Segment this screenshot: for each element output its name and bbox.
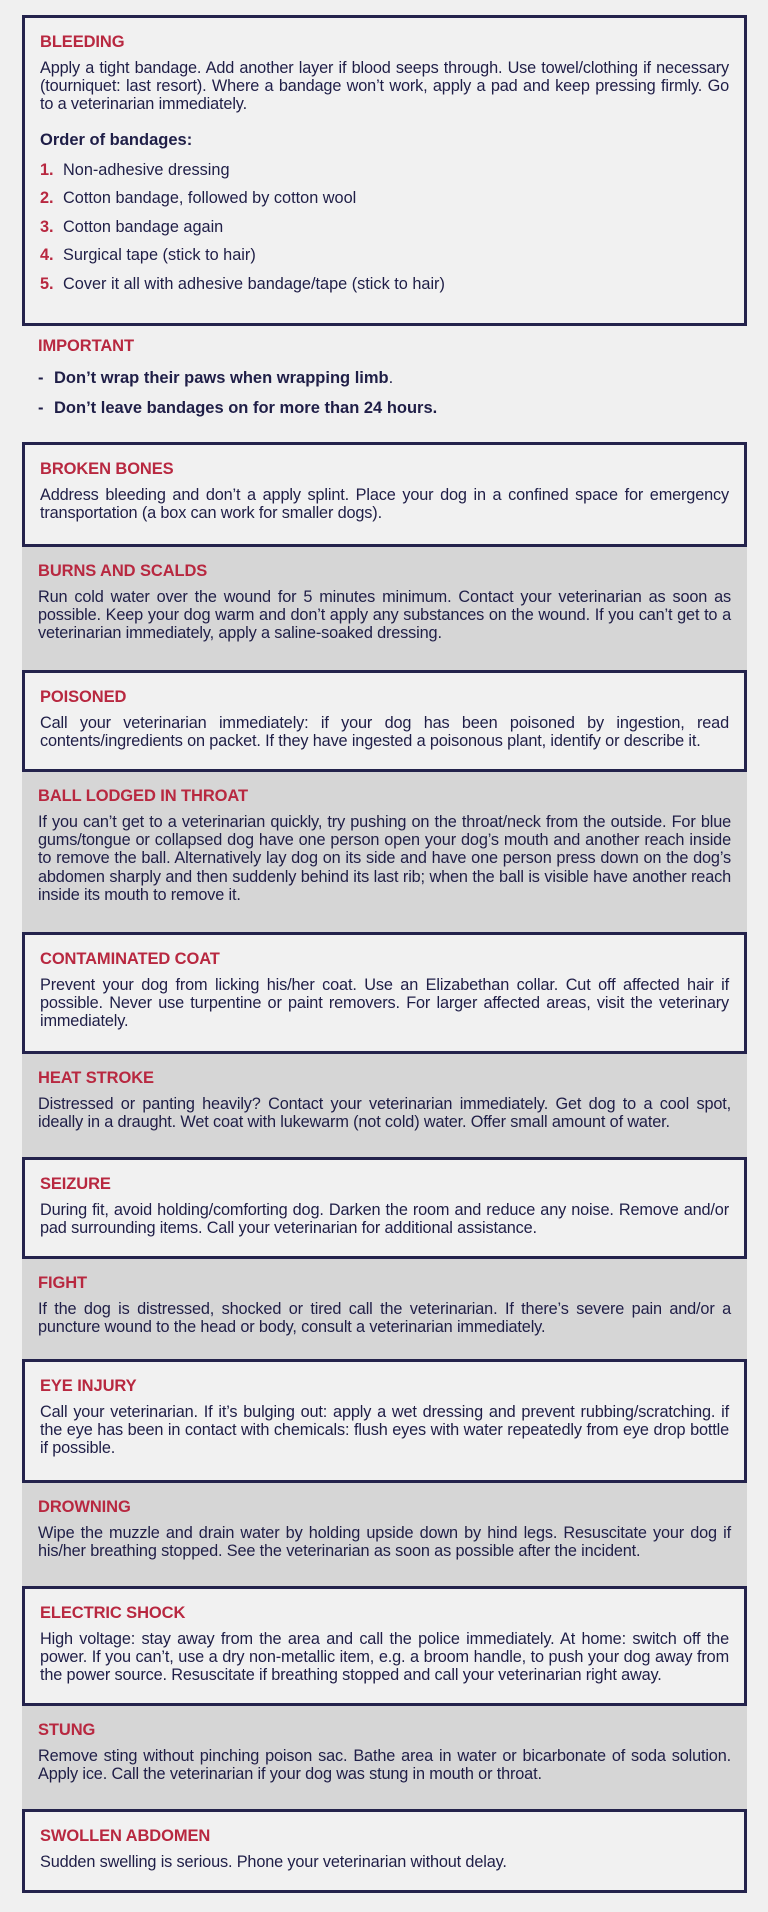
section-seizure: [22, 1157, 747, 1259]
section-swollen-abdomen: [22, 1809, 747, 1893]
list-item: [40, 160, 729, 180]
item-text: Don’t wrap their paws when wrapping limb: [54, 369, 389, 387]
section-body: Prevent your dog from licking his/her coat. Use an Elizabethan collar. Cut off affected hair if possible. Never use turpentine or paint removers. For larger affected areas, visit the veterinary immediately.: [40, 976, 729, 1031]
section-title: EYE INJURY: [40, 1377, 137, 1395]
list-item: [40, 274, 729, 294]
section-body: During fit, avoid holding/comforting dog. Darken the room and reduce any noise. Remove and/or pad surrounding items. Call your veterinarian for additional assistance.: [40, 1201, 729, 1238]
section-title: STUNG: [38, 1721, 96, 1739]
bullet-dash: -: [38, 369, 44, 387]
section-body: Wipe the muzzle and drain water by holding upside down by hind legs. Resuscitate your dog if his/her breathing stopped. See the veterinarian as soon as possible after the incident.: [38, 1524, 731, 1561]
step-text: Non-adhesive dressing: [63, 160, 230, 179]
section-body: High voltage: stay away from the area and call the police immediately. At home: switch off the power. If you can’t, use a dry non-metallic item, e.g. a broom handle, to push your dog away from the power source. Resuscitate if breathing stopped and call your veterinarian right away.: [40, 1630, 729, 1685]
list-item: [38, 368, 731, 388]
section-body: If you can’t get to a veterinarian quickly, try pushing on the throat/neck from the outside. For blue gums/tongue or collapsed dog have one person open your dog’s mouth and another reach inside to remove the ball. Alternatively lay dog on its side and have one person press down on the dog’s abdomen sharply and then suddenly behind its last rib; when the ball is visible have another reach inside its mouth to remove it.: [38, 813, 731, 904]
bandage-steps-list: [40, 160, 729, 294]
section-drowning: [22, 1483, 747, 1586]
section-body: Run cold water over the wound for 5 minutes minimum. Contact your veterinarian as soon as possible. Keep your dog warm and don’t apply any substances on the wound. If you can’t get to a veterinarian immediately, apply a saline-soaked dressing.: [38, 588, 731, 643]
section-title: DROWNING: [38, 1498, 131, 1516]
section-burns-and-scalds: [22, 547, 747, 670]
first-aid-guide: [22, 15, 747, 1893]
order-of-bandages-heading: Order of bandages:: [40, 130, 193, 149]
step-number: 3.: [40, 217, 54, 236]
section-title: HEAT STROKE: [38, 1069, 154, 1087]
item-tail: .: [388, 369, 394, 387]
section-title: BALL LODGED IN THROAT: [38, 787, 248, 805]
section-body: Distressed or panting heavily? Contact your veterinarian immediately. Get dog to a cool spot, ideally in a draught. Wet coat with lukewarm (not cold) water. Offer small amount of water.: [38, 1095, 731, 1132]
section-body: Apply a tight bandage. Add another layer if blood seeps through. Use towel/clothing if necessary (tourniquet: last resort). Where a bandage won’t work, apply a pad and keep pressing firmly. Go to a veterinarian immediately.: [40, 59, 729, 114]
section-contaminated-coat: [22, 932, 747, 1054]
step-text: Cotton bandage, followed by cotton wool: [63, 189, 357, 208]
bullet-dash: -: [38, 399, 44, 417]
section-title: CONTAMINATED COAT: [40, 950, 220, 968]
step-number: 5.: [40, 274, 54, 293]
section-body: Sudden swelling is serious. Phone your veterinarian without delay.: [40, 1853, 507, 1871]
section-title: IMPORTANT: [38, 337, 134, 355]
section-title: SWOLLEN ABDOMEN: [40, 1827, 211, 1845]
step-number: 2.: [40, 189, 54, 208]
list-item: [38, 398, 731, 418]
list-item: [40, 188, 729, 208]
step-text: Surgical tape (stick to hair): [63, 246, 256, 265]
step-text: Cotton bandage again: [63, 217, 224, 236]
section-body: Call your veterinarian. If it’s bulging out: apply a wet dressing and prevent rubbing/scratching. if the eye has been in contact with chemicals: flush eyes with water repeatedly from eye drop bottle if possible.: [40, 1403, 729, 1458]
section-fight: [22, 1259, 747, 1359]
section-heat-stroke: [22, 1054, 747, 1157]
section-body: Address bleeding and don’t a apply splint. Place your dog in a confined space for emergency transportation (a box can work for smaller dogs).: [40, 486, 729, 523]
section-title: ELECTRIC SHOCK: [40, 1604, 186, 1622]
section-body: Remove sting without pinching poison sac. Bathe area in water or bicarbonate of soda solution. Apply ice. Call the veterinarian if your dog was stung in mouth or throat.: [38, 1747, 731, 1784]
section-broken-bones: [22, 442, 747, 547]
section-title: POISONED: [40, 688, 127, 706]
item-text: Don’t leave bandages on for more than 24 hours.: [54, 399, 438, 417]
section-title: FIGHT: [38, 1274, 87, 1292]
section-electric-shock: [22, 1586, 747, 1706]
section-title: SEIZURE: [40, 1175, 111, 1193]
section-title: BROKEN BONES: [40, 460, 174, 478]
section-body: Call your veterinarian immediately: if your dog has been poisoned by ingestion, read contents/ingredients on packet. If they have ingested a poisonous plant, identify or describe it.: [40, 714, 729, 751]
section-poisoned: [22, 670, 747, 772]
list-item: [40, 217, 729, 237]
section-bleeding: [22, 15, 747, 326]
section-ball-lodged-in-throat: [22, 772, 747, 932]
section-stung: [22, 1706, 747, 1809]
section-body: If the dog is distressed, shocked or tired call the veterinarian. If there’s severe pain and/or a puncture wound to the head or body, consult a veterinarian immediately.: [38, 1300, 731, 1337]
section-eye-injury: [22, 1359, 747, 1483]
step-number: 4.: [40, 246, 54, 265]
step-number: 1.: [40, 160, 54, 179]
section-important: [22, 326, 747, 442]
section-title: BLEEDING: [40, 33, 125, 51]
important-list: [38, 368, 731, 418]
list-item: [40, 245, 729, 265]
section-title: BURNS AND SCALDS: [38, 562, 208, 580]
step-text: Cover it all with adhesive bandage/tape (stick to hair): [63, 274, 445, 293]
